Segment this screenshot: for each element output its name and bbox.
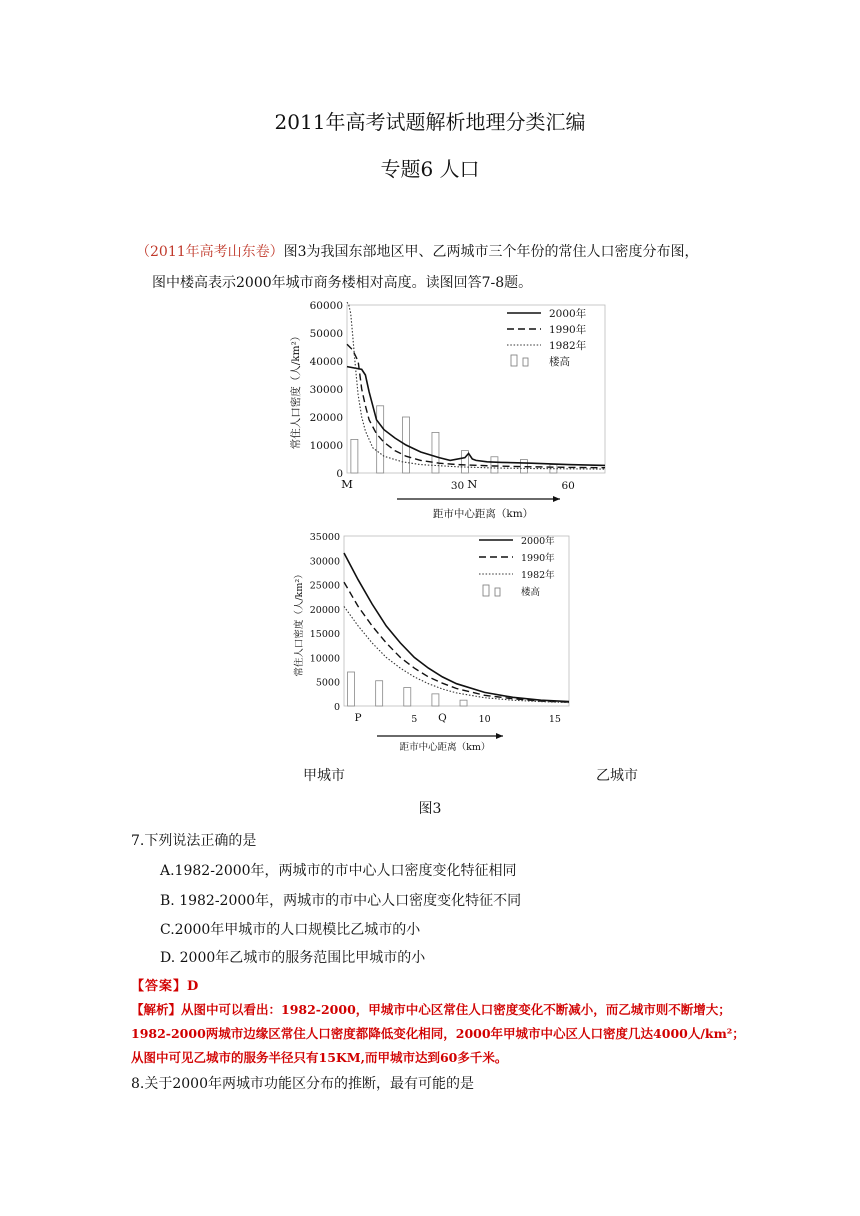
building-bar [351,439,358,473]
x-axis-label: 距市中心距离（km） [399,742,491,753]
city-a-label: 甲城市 [303,768,345,784]
page-title: 2011年高考试题解析地理分类汇编 [274,110,586,134]
point-label: N [467,477,478,491]
city-b-label: 乙城市 [596,768,638,784]
y-axis-label: 常住人口密度（人/km²） [290,330,302,450]
legend-label: 1982年 [549,340,587,352]
explanation-line-2: 1982-2000两城市边缘区常住人口密度都降低变化相同，2000年甲城市中心区人口密度几达4000人/km²； [131,1026,745,1041]
chart-city-a [285,295,610,521]
building-bar [376,681,383,706]
distance-arrow-head [496,733,503,739]
question-7-stem: 7.下列说法正确的是 [131,833,257,849]
y-tick-label: 20000 [309,604,340,616]
x-tick-label: 15 [548,714,561,725]
point-label: M [341,477,353,491]
question-7-option-a: A.1982-2000年，两城市的市中心人口密度变化特征相同 [160,863,517,879]
building-bar [460,700,467,706]
building-bar [491,457,498,473]
legend-bar-swatch [495,588,500,596]
legend-bar-swatch [511,355,517,366]
intro-paragraph [136,237,756,299]
y-tick-label: 30000 [309,556,340,568]
x-axis-label: 距市中心距离（km） [432,508,534,520]
intro-line-2: 图中楼高表示2000年城市商务楼相对高度。读图回答7-8题。 [152,275,533,291]
page-subtitle: 专题6 人口 [380,157,480,181]
figure-caption: 图3 [418,801,442,817]
legend-label: 1990年 [549,324,587,336]
question-8-stem: 8.关于2000年两城市功能区分布的推断，最有可能的是 [131,1076,474,1092]
source-label: （2011年高考山东卷） [136,244,284,260]
legend-label: 1990年 [521,553,555,564]
legend-label: 2000年 [521,536,555,547]
x-tick-label: 5 [411,714,418,725]
legend-bar-swatch [483,585,489,596]
legend-label: 1982年 [521,570,555,581]
point-label: Q [438,712,447,724]
y-tick-label: 40000 [309,356,343,368]
y-tick-label: 5000 [315,677,340,689]
y-tick-label: 50000 [309,328,343,340]
building-bar [348,672,355,706]
legend-label: 楼高 [549,356,570,368]
legend-label: 楼高 [521,587,541,598]
y-tick-label: 30000 [309,384,343,396]
point-label: P [354,712,362,724]
chart-b-svg [289,528,579,758]
y-tick-label: 15000 [309,629,340,641]
building-bar [432,432,439,473]
distance-arrow-head [553,496,560,502]
legend-label: 2000年 [549,308,587,320]
explanation-line-3: 从图中可见乙城市的服务半径只有15KM,而甲城市达到60多千米。 [131,1050,508,1065]
y-axis-label: 常住人口密度（人/km²） [294,569,305,677]
y-tick-label: 0 [333,702,340,713]
building-bar [377,406,384,473]
y-tick-label: 60000 [309,300,343,312]
y-tick-label: 20000 [309,412,343,424]
chart-a-svg [285,295,610,521]
answer-label: 【答案】D [131,979,200,994]
y-tick-label: 25000 [309,580,340,592]
chart-city-b [289,528,579,758]
y-tick-label: 10000 [309,440,343,452]
y-tick-label: 35000 [309,532,340,543]
explanation-line-1: 【解析】从图中可以看出：1982-2000，甲城市中心区常住人口密度变化不断减小，而乙城市则不断增大； [131,1002,731,1017]
question-7-option-d: D. 2000年乙城市的服务范围比甲城市的小 [160,950,426,966]
series-line-2000 [347,367,605,466]
x-tick-label: 60 [561,480,575,492]
x-tick-label: 10 [478,714,491,725]
y-tick-label: 0 [336,468,343,480]
explanation-block [131,998,791,1070]
legend-bar-swatch [523,358,528,366]
building-bar [432,694,439,706]
y-tick-label: 10000 [309,653,340,665]
building-bar [404,688,411,706]
question-7-option-b: B. 1982-2000年，两城市的市中心人口密度变化特征不同 [160,893,522,909]
intro-line-1: 图3为我国东部地区甲、乙两城市三个年份的常住人口密度分布图， [283,244,699,260]
question-7-option-c: C.2000年甲城市的人口规模比乙城市的小 [160,922,421,938]
x-tick-label: 30 [450,480,465,492]
